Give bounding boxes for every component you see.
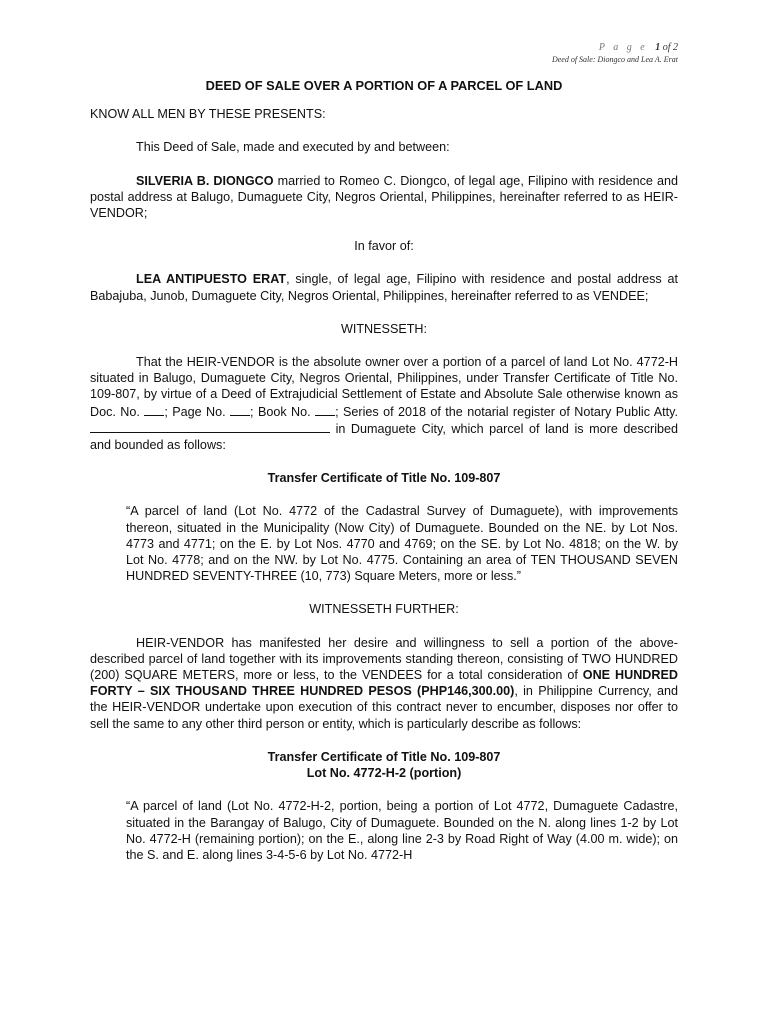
vendor-name: SILVERIA B. DIONGCO [136,173,274,188]
vendee-name: LEA ANTIPUESTO ERAT [136,272,287,287]
tct2-lot-heading: Lot No. 4772-H-2 (portion) [306,766,462,781]
document-title: DEED OF SALE OVER A PORTION OF A PARCEL OF LAND [205,78,563,93]
doc-no-blank [144,403,164,416]
tct1-heading: Transfer Certificate of Title No. 109-807 [267,471,501,486]
sale-amount: ONE HUNDRED FORTY – SIX THOUSAND THREE HUNDRED PESOS (PHP146,300.00) [90,668,678,699]
witnesseth-further-heading: WITNESSETH FURTHER: [309,602,459,617]
sale-paragraph [90,635,678,732]
made-between-line: This Deed of Sale, made and executed by and between: [136,140,450,155]
ownership-text-2: in Dumaguete City, which parcel of land is more described and bounded as follows: [90,421,678,453]
tct2-heading: Transfer Certificate of Title No. 109-807 [267,749,501,764]
page-label: P a g e [598,42,648,53]
page-total: of 2 [662,42,678,53]
in-favor-line: In favor of: [354,239,414,254]
book-no-blank [315,403,335,416]
page-no-blank [230,403,250,416]
page-no-text: ; Page No. [164,404,231,419]
tct1-description: “A parcel of land (Lot No. 4772 of the Cadastral Survey of Dumaguete), with improvements thereon, situated in the Municipality (Now City) of Dumaguete. Bounded on the NE. by Lot Nos. 4773 and 4771; on the E. by Lot Nos. 4770 and 4769; on the SE. by Lot No. 4818; on the W. by Lot No. 4778; and on the NW. by Lot No. 4775. Containing an area of TEN THOUSAND SEVEN HUNDRED SEVENTY-THREE (10, 773) Square Meters, more or less.” [126,504,678,584]
series-text: ; Series of 2018 of the notarial register of Notary Public Atty. [335,404,678,419]
tct2-description: “A parcel of land (Lot No. 4772-H-2, portion, being a portion of Lot 4772, Dumaguete Cadastre, situated in the Barangay of Balugo, City of Dumaguete. Bounded on the N. along lines 1-2 by Lot No. 4772-H (remaining portion); on the E., along line 2-3 by Road Right of Way (4.00 m. wide); on the S. and E. along lines 3-4-5-6 by Lot No. 4772-H [126,799,678,862]
book-no-text: ; Book No. [250,404,316,419]
page-number-header [599,42,678,54]
vendee-paragraph [90,271,678,303]
sale-text-1: HEIR-VENDOR has manifested her desire and willingness to sell a portion of the above-described parcel of land together with its improvements standing thereon, consisting of TWO HUNDRED (200) SQUARE METERS, more or less, to the VENDEES for a total consideration of [90,635,678,683]
ownership-text-1: That the HEIR-VENDOR is the absolute owner over a portion of a parcel of land Lot No. 4772-H situated in Balugo, Dumaguete City, Negros Oriental, Philippines, under Transfer Certificate of Title No. 109-807, by virtue of a Deed of Extrajudicial Settlement of Estate and Absolute Sale otherwise known as Doc. No. [90,355,678,419]
intro-line: KNOW ALL MEN BY THESE PRESENTS: [90,107,326,122]
vendor-paragraph [90,173,678,222]
vendee-description: , single, of legal age, Filipino with residence and postal address at Babajuba, Junob, Dumaguete City, Negros Oriental, Philippines, hereinafter referred to as VENDEE; [90,272,678,303]
sale-text-2: , in Philippine Currency, and the HEIR-VENDOR undertake upon execution of this contract never to encumber, disposes nor offer to sell the same to any other third person or entity, which is particularly describe as follows: [90,684,679,731]
ownership-paragraph [90,354,678,453]
vendor-description: married to Romeo C. Diongco, of legal age, Filipino with residence and postal address at Balugo, Dumaguete City, Negros Oriental, Philippines, hereinafter referred to as HEIR-VENDOR; [90,173,678,221]
witnesseth-heading: WITNESSETH: [340,321,428,336]
header-subtitle: Deed of Sale: Diongco and Lea A. Erat [551,55,678,64]
document-body [90,78,678,863]
notary-name-blank [90,420,330,433]
page-number: 1 [655,42,661,53]
